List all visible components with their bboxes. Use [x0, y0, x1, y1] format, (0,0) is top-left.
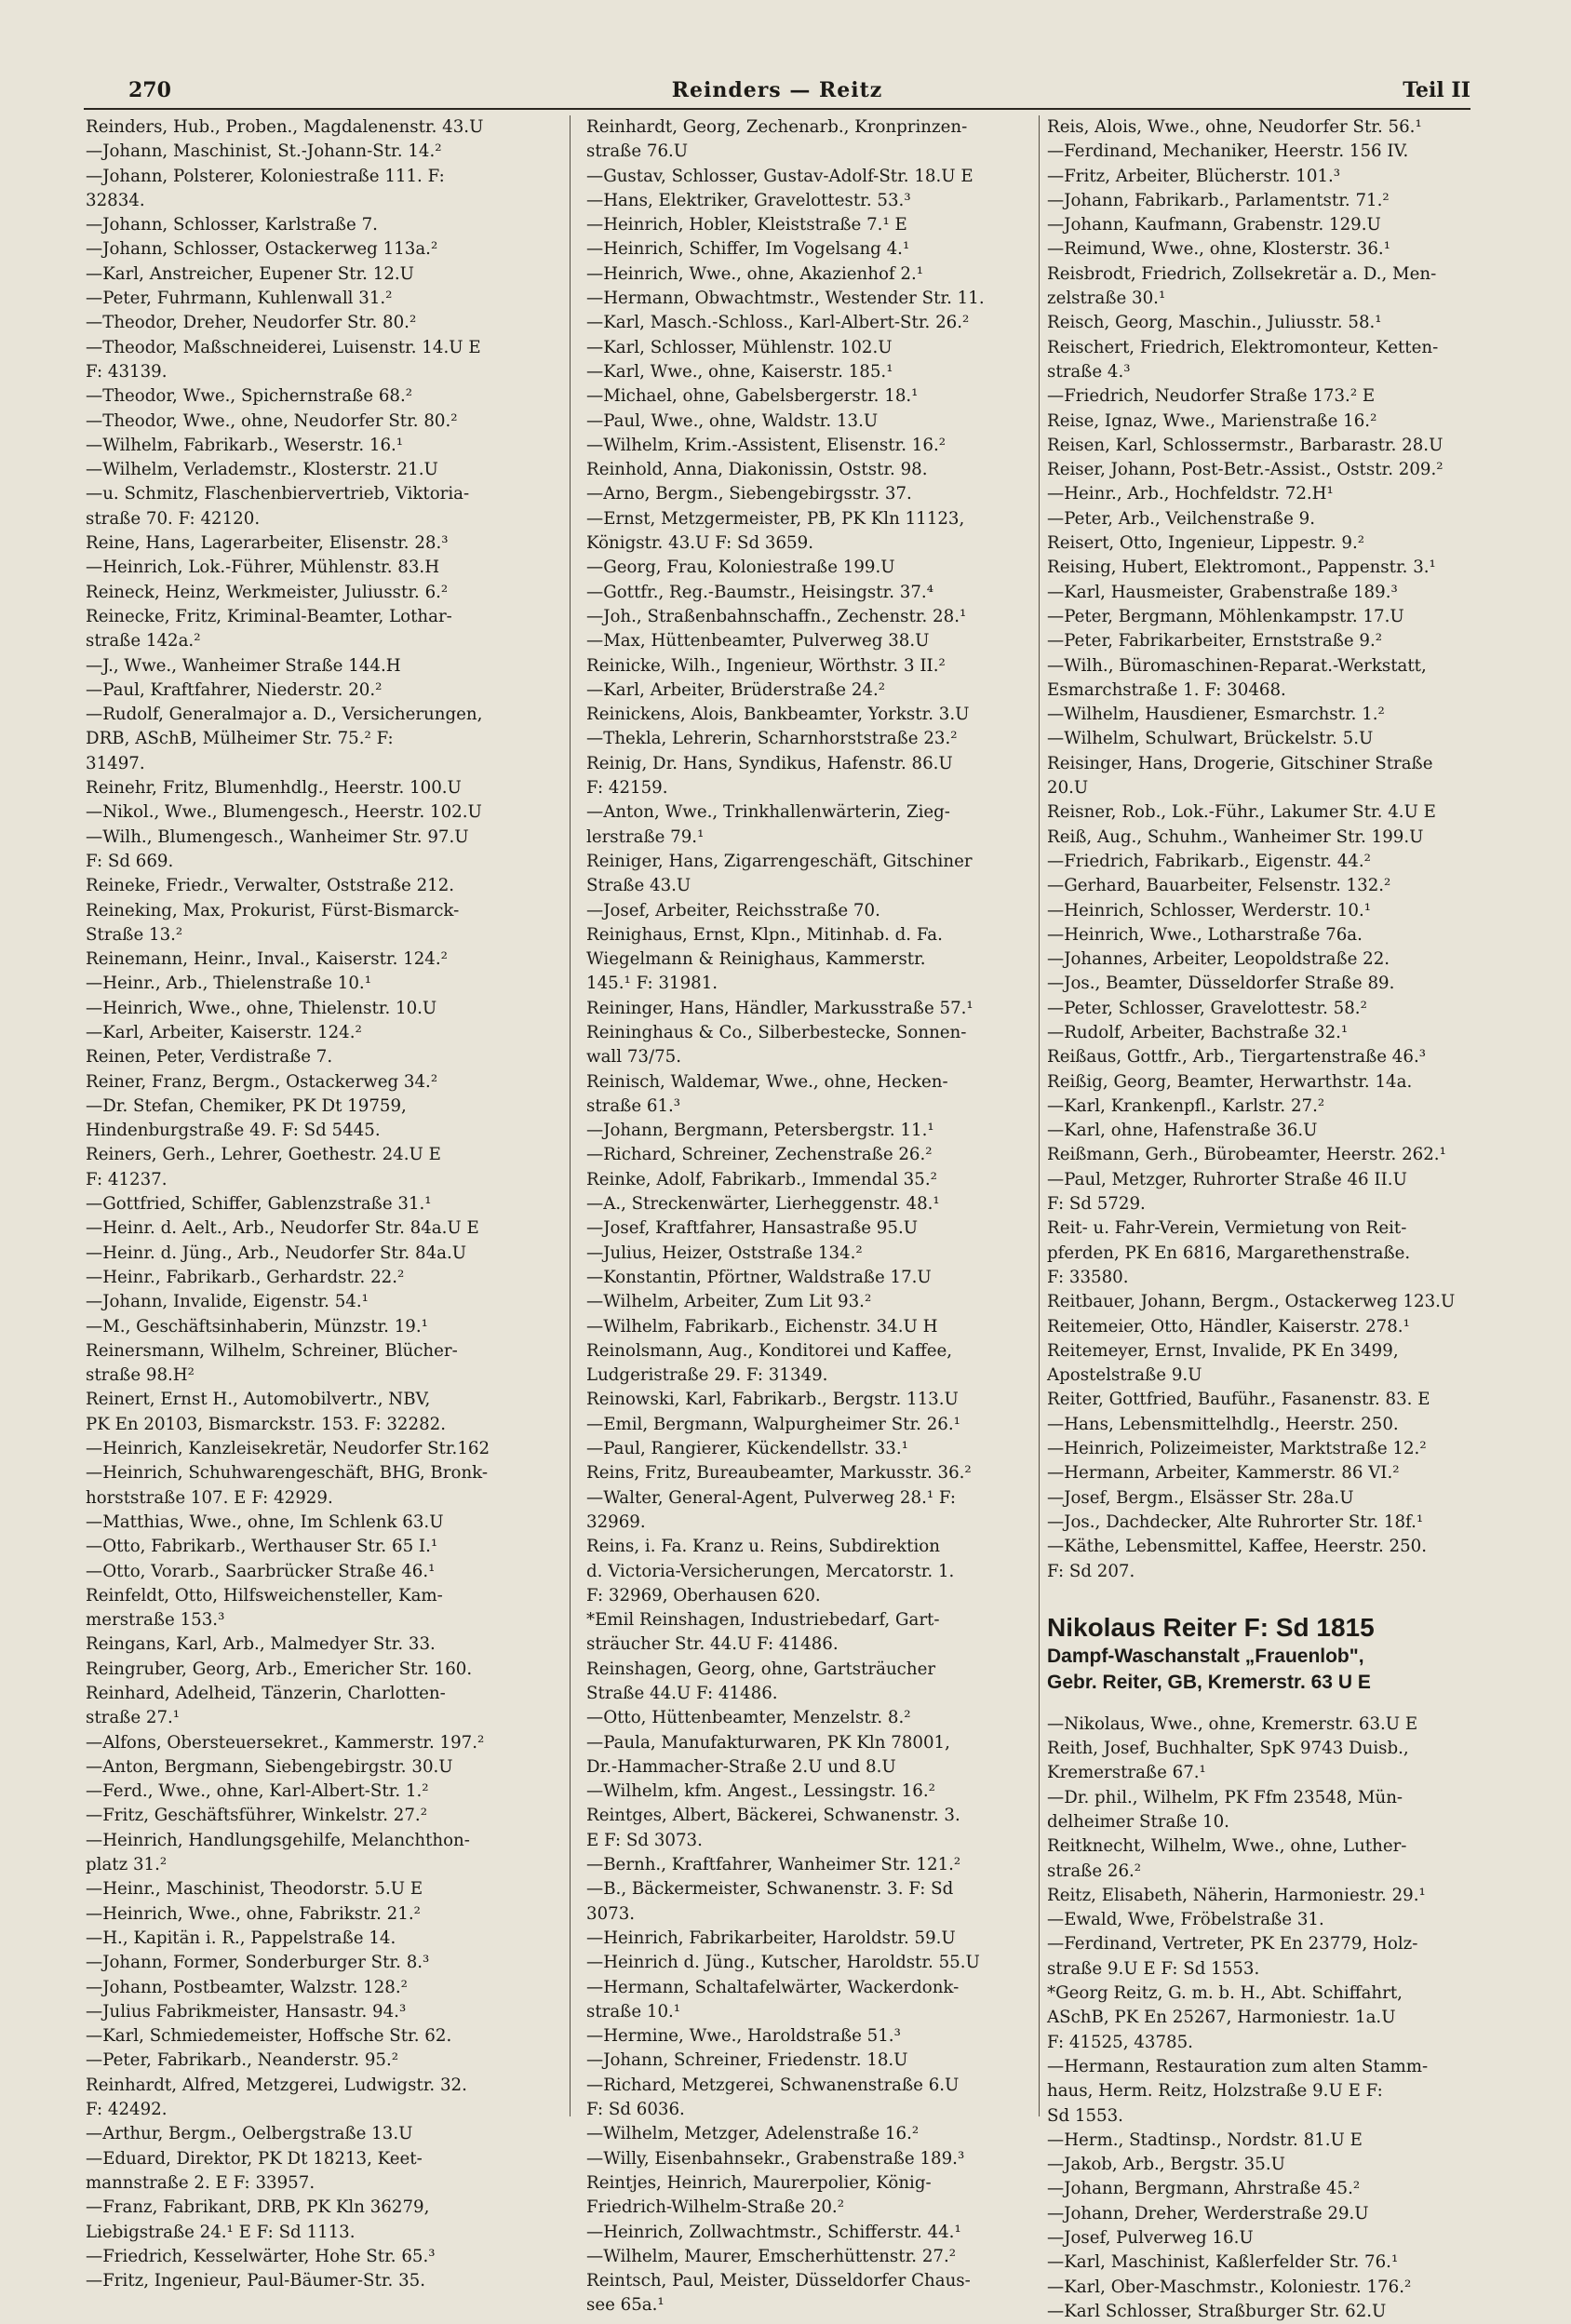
- entry-line: d. Victoria-Versicherungen, Mercatorstr. 1.: [586, 1561, 955, 1581]
- entry-line: —Wilh., Blumengesch., Wanheimer Str. 97.U: [86, 826, 469, 847]
- entry-line: —Johann, Bergmann, Petersbergstr. 11.¹: [586, 1121, 934, 1141]
- entry-line: —Heinr., Fabrikarb., Gerhardstr. 22.²: [86, 1267, 405, 1287]
- entry-line: Reinert, Ernst H., Automobilvertr., NBV,: [86, 1390, 431, 1410]
- entry-line: Straße 44.U F: 41486.: [586, 1684, 778, 1703]
- page-number: 270: [128, 78, 171, 102]
- entry-line: Reins, i. Fa. Kranz u. Reins, Subdirektion: [586, 1537, 940, 1557]
- entry-line: Reineke, Friedr., Verwalter, Oststraße 212.: [86, 876, 455, 896]
- entry-line: Friedrich-Wilhelm-Straße 20.²: [586, 2197, 845, 2218]
- entry-line: —Ferdinand, Vertreter, PK En 23779, Holz-: [1047, 1934, 1418, 1955]
- entry-line: —Ernst, Metzgermeister, PB, PK Kln 11123,: [586, 508, 965, 529]
- entry-line: —Wilhelm, Arbeiter, Zum Lit 93.²: [586, 1292, 872, 1312]
- entry-line: Reinisch, Waldemar, Wwe., ohne, Hecken-: [586, 1071, 948, 1092]
- entry-line: F: 33580.: [1047, 1267, 1129, 1287]
- entry-line: Reisner, Rob., Lok.-Führ., Lakumer Str. 4.U E: [1047, 802, 1436, 823]
- entry-line: Reith, Josef, Buchhalter, SpK 9743 Duisb.,: [1047, 1739, 1409, 1759]
- entry-line: Reinhold, Anna, Diakonissin, Oststr. 98.: [586, 460, 928, 480]
- entry-line: —Heinrich, Zollwachtmstr., Schifferstr. 44.¹: [586, 2222, 961, 2242]
- entry-line: Reineck, Heinz, Werkmeister, Juliusstr. 6.²: [86, 582, 449, 602]
- entry-line: —Karl, Arbeiter, Kaiserstr. 124.²: [86, 1022, 362, 1042]
- entry-line: —Johann, Dreher, Werderstraße 29.U: [1047, 2203, 1369, 2223]
- entry-line: —Rudolf, Arbeiter, Bachstraße 32.¹: [1047, 1022, 1349, 1042]
- entry-line: —Theodor, Wwe., Spichernstraße 68.²: [86, 386, 413, 407]
- entry-line: 32834.: [86, 190, 145, 210]
- entry-line: —Heinr. d. Aelt., Arb., Neudorfer Str. 84a.U E: [86, 1218, 479, 1239]
- column-right-lower: [1047, 1713, 1484, 2324]
- entry-line: F: Sd 6036.: [586, 2100, 685, 2120]
- entry-line: Reißaus, Gottfr., Arb., Tiergartenstraße 46.³: [1047, 1047, 1427, 1068]
- column-right: [1047, 115, 1484, 2321]
- entry-line: wall 73/75.: [586, 1047, 682, 1068]
- entry-line: —Josef, Bergm., Elsässer Str. 28a.U: [1047, 1487, 1354, 1508]
- entry-line: Reis, Alois, Wwe., ohne, Neudorfer Str. 56.¹: [1047, 117, 1422, 137]
- entry-line: —Heinrich, Polizeimeister, Marktstraße 12.²: [1047, 1439, 1427, 1459]
- entry-line: Reiner, Franz, Bergm., Ostackerweg 34.²: [86, 1071, 438, 1092]
- entry-line: F: 41525, 43785.: [1047, 2032, 1193, 2052]
- entry-line: —Wilh., Büromaschinen-Reparat.-Werkstatt,: [1047, 655, 1427, 676]
- entry-line: Reisert, Otto, Ingenieur, Lippestr. 9.²: [1047, 533, 1365, 554]
- entry-line: —Heinrich, Schiffer, Im Vogelsang 4.¹: [586, 239, 910, 260]
- advertisement: [1047, 1612, 1484, 1696]
- entry-line: 20.U: [1047, 778, 1089, 799]
- entry-line: —Heinrich, Schuhwarengeschäft, BHG, Bronk-: [86, 1463, 489, 1484]
- entry-line: —u. Schmitz, Flaschenbiervertrieb, Viktoria-: [86, 484, 470, 504]
- column-divider: [570, 115, 571, 2116]
- entry-line: —Rudolf, Generalmajor a. D., Versicherungen,: [86, 705, 483, 725]
- entry-line: —Heinrich d. Jüng., Kutscher, Haroldstr. 55.U: [586, 1953, 980, 1973]
- page-header: [84, 74, 1470, 110]
- entry-line: Reineking, Max, Prokurist, Fürst-Bismarck-: [86, 900, 460, 920]
- entry-line: —Ferdinand, Mechaniker, Heerstr. 156 IV.: [1047, 141, 1409, 162]
- entry-line: —Reimund, Wwe., ohne, Klosterstr. 36.¹: [1047, 239, 1390, 260]
- entry-line: straße 27.¹: [86, 1708, 181, 1728]
- entry-line: Reinhard, Adelheid, Tänzerin, Charlotten-: [86, 1684, 446, 1703]
- entry-line: —Josef, Arbeiter, Reichsstraße 70.: [586, 900, 880, 920]
- entry-line: —Käthe, Lebensmittel, Kaffee, Heerstr. 250.: [1047, 1537, 1428, 1557]
- column-divider: [1039, 115, 1040, 2116]
- entry-line: —Wilhelm, Krim.-Assistent, Elisenstr. 16.²: [586, 435, 947, 455]
- entry-line: —Heinrich, Wwe., ohne, Thielenstr. 10.U: [86, 998, 437, 1018]
- entry-line: Reinig, Dr. Hans, Syndikus, Hafenstr. 86.U: [586, 753, 953, 773]
- entry-line: Reingans, Karl, Arb., Malmedyer Str. 33.: [86, 1634, 436, 1655]
- entry-line: 31497.: [86, 753, 145, 773]
- entry-line: —Hermine, Wwe., Haroldstraße 51.³: [586, 2026, 901, 2047]
- entry-line: Königstr. 43.U F: Sd 3659.: [586, 533, 813, 554]
- entry-line: —Hermann, Schaltafelwärter, Wackerdonk-: [586, 1977, 960, 1997]
- entry-line: —Wilhelm, Fabrikarb., Eichenstr. 34.U H: [586, 1316, 938, 1337]
- entry-line: Reininghaus & Co., Silberbestecke, Sonnen-: [586, 1022, 967, 1042]
- entry-line: pferden, PK En 6816, Margarethenstraße.: [1047, 1243, 1411, 1263]
- entry-line: —Hermann, Restauration zum alten Stamm-: [1047, 2056, 1429, 2076]
- entry-line: Reißig, Georg, Beamter, Herwarthstr. 14a.: [1047, 1071, 1413, 1092]
- entry-line: 145.¹ F: 31981.: [586, 974, 718, 994]
- entry-line: —Richard, Metzgerei, Schwanenstraße 6.U: [586, 2075, 960, 2095]
- entry-line: —Julius, Heizer, Oststraße 134.²: [586, 1243, 863, 1263]
- entry-line: sträucher Str. 44.U F: 41486.: [586, 1634, 839, 1655]
- entry-line: mannstraße 2. E F: 33957.: [86, 2172, 316, 2193]
- entry-line: Reinehr, Fritz, Blumenhdlg., Heerstr. 100.U: [86, 778, 462, 799]
- entry-line: —Hans, Lebensmittelhdlg., Heerstr. 250.: [1047, 1414, 1399, 1434]
- entry-line: Reitz, Elisabeth, Näherin, Harmoniestr. 29.¹: [1047, 1885, 1426, 1905]
- entry-line: —Fritz, Geschäftsführer, Winkelstr. 27.²: [86, 1806, 428, 1826]
- entry-line: —Nikolaus, Wwe., ohne, Kremerstr. 63.U E: [1047, 1713, 1418, 1734]
- entry-line: Reinders, Hub., Proben., Magdalenenstr. 43.U: [86, 117, 484, 137]
- entry-line: —Otto, Fabrikarb., Werthauser Str. 65 I.¹: [86, 1537, 438, 1557]
- entry-line: —Johann, Schreiner, Friedenstr. 18.U: [586, 2050, 908, 2071]
- entry-line: —Karl, Krankenpfl., Karlstr. 27.²: [1047, 1095, 1325, 1116]
- entry-line: straße 10.¹: [586, 2001, 681, 2022]
- entry-line: —Heinrich, Wwe., ohne, Akazienhof 2.¹: [586, 263, 924, 284]
- entry-line: Reising, Hubert, Elektromont., Pappenstr. 3.¹: [1047, 557, 1436, 578]
- entry-line: —Anton, Bergmann, Siebengebirgstr. 30.U: [86, 1756, 453, 1777]
- entry-line: —Wilhelm, Verlademstr., Klosterstr. 21.U: [86, 460, 438, 480]
- entry-line: —Paul, Rangierer, Kückendellstr. 33.¹: [586, 1439, 908, 1459]
- entry-line: —Bernh., Kraftfahrer, Wanheimer Str. 121.²: [586, 1855, 961, 1875]
- entry-line: Reinhardt, Alfred, Metzgerei, Ludwigstr. 32.: [86, 2075, 467, 2095]
- entry-line: —Heinrich, Lok.-Führer, Mühlenstr. 83.H: [86, 557, 440, 578]
- entry-line: —B., Bäckermeister, Schwanenstr. 3. F: Sd: [586, 1879, 954, 1900]
- column-middle: [586, 115, 1033, 2316]
- entry-line: Reinighaus, Ernst, Klpn., Mitinhab. d. Fa.: [586, 924, 943, 945]
- ad-name: Nikolaus Reiter: [1047, 1612, 1237, 1642]
- entry-line: Reiß, Aug., Schuhm., Wanheimer Str. 199.U: [1047, 826, 1424, 847]
- entry-line: horststraße 107. E F: 42929.: [86, 1487, 333, 1508]
- entry-line: —A., Streckenwärter, Lierheggenstr. 48.¹: [586, 1194, 940, 1215]
- entry-line: —Friedrich, Kesselwärter, Hohe Str. 65.³: [86, 2246, 436, 2266]
- entry-line: *Emil Reinshagen, Industriebedarf, Gart-: [586, 1610, 940, 1631]
- entry-line: Reintges, Albert, Bäckerei, Schwanenstr. 3.: [586, 1806, 960, 1826]
- entry-line: —Willy, Eisenbahnsekr., Grabenstraße 189.³: [586, 2148, 965, 2169]
- entry-line: —Otto, Vorarb., Saarbrücker Straße 46.¹: [86, 1561, 436, 1581]
- entry-line: Dr.-Hammacher-Straße 2.U und 8.U: [586, 1756, 896, 1777]
- entry-line: Reit- u. Fahr-Verein, Vermietung von Reit-: [1047, 1218, 1407, 1239]
- entry-line: —Gottfried, Schiffer, Gablenzstraße 31.¹: [86, 1194, 432, 1215]
- entry-line: —Ewald, Wwe, Fröbelstraße 31.: [1047, 1910, 1324, 1930]
- entry-line: F: Sd 5729.: [1047, 1194, 1146, 1215]
- entry-line: straße 4.³: [1047, 361, 1131, 382]
- entry-line: —Paul, Wwe., ohne, Waldstr. 13.U: [586, 410, 879, 431]
- entry-line: —H., Kapitän i. R., Pappelstraße 14.: [86, 1928, 396, 1948]
- entry-line: —Hermann, Obwachtmstr., Westender Str. 11.: [586, 289, 985, 309]
- entry-line: F: Sd 669.: [86, 851, 174, 871]
- entry-line: Reinowski, Karl, Fabrikarb., Bergstr. 113.U: [586, 1390, 959, 1410]
- entry-line: —Herm., Stadtinsp., Nordstr. 81.U E: [1047, 2129, 1363, 2150]
- entry-line: —Heinrich, Hobler, Kleiststraße 7.¹ E: [586, 215, 907, 235]
- entry-line: F: 41237.: [86, 1169, 168, 1189]
- entry-line: —Konstantin, Pförtner, Waldstraße 17.U: [586, 1267, 932, 1287]
- entry-line: Reitknecht, Wilhelm, Wwe., ohne, Luther-: [1047, 1836, 1407, 1857]
- entry-line: —Thekla, Lehrerin, Scharnhorststraße 23.²: [586, 729, 958, 749]
- entry-line: Hindenburgstraße 49. F: Sd 5445.: [86, 1121, 381, 1141]
- entry-line: 32969.: [586, 1511, 646, 1532]
- entry-line: F: Sd 207.: [1047, 1561, 1135, 1581]
- entry-line: —Heinr., Arb., Hochfeldstr. 72.H¹: [1047, 484, 1334, 504]
- entry-line: Reisen, Karl, Schlossermstr., Barbarastr. 28.U: [1047, 435, 1443, 455]
- entry-line: —Johann, Fabrikarb., Parlamentstr. 71.²: [1047, 190, 1390, 210]
- entry-line: Reisbrodt, Friedrich, Zollsekretär a. D., Men-: [1047, 263, 1437, 284]
- entry-line: —Karl, Schlosser, Mühlenstr. 102.U: [586, 337, 893, 357]
- entry-line: see 65a.¹: [586, 2295, 665, 2316]
- entry-line: Reinfeldt, Otto, Hilfsweichensteller, Kam-: [86, 1585, 443, 1605]
- page-title: Reinders — Reitz: [671, 78, 883, 102]
- entry-line: —Jos., Dachdecker, Alte Ruhrorter Str. 18f.¹: [1047, 1511, 1424, 1532]
- entry-line: —Johann, Bergmann, Ahrstraße 45.²: [1047, 2179, 1361, 2199]
- entry-line: Reininger, Hans, Händler, Markusstraße 57.¹: [586, 998, 973, 1018]
- ad-line-2: Gebr. Reiter, GB, Kremerstr. 63 U E: [1047, 1671, 1371, 1693]
- entry-line: Reinicke, Wilh., Ingenieur, Wörthstr. 3 II.²: [586, 655, 946, 676]
- entry-line: Reinhardt, Georg, Zechenarb., Kronprinzen-: [586, 117, 968, 137]
- entry-line: Reinersmann, Wilhelm, Schreiner, Blücher-: [86, 1340, 458, 1361]
- entry-line: Straße 43.U: [586, 876, 692, 896]
- entry-line: *Georg Reitz, G. m. b. H., Abt. Schiffahrt,: [1047, 1983, 1403, 2004]
- entry-line: Reinolsmann, Aug., Konditorei und Kaffee,: [586, 1340, 953, 1361]
- entry-line: straße 98.H²: [86, 1365, 195, 1386]
- entry-line: Reiniger, Hans, Zigarrengeschäft, Gitschiner: [586, 851, 973, 871]
- entry-line: straße 76.U: [586, 141, 689, 162]
- entry-line: Reiser, Johann, Post-Betr.-Assist., Oststr. 209.²: [1047, 460, 1443, 480]
- entry-line: —Peter, Fabrikarbeiter, Ernststraße 9.²: [1047, 631, 1383, 652]
- entry-line: —Johann, Postbeamter, Walzstr. 128.²: [86, 1977, 408, 1997]
- entry-line: Sd 1553.: [1047, 2105, 1123, 2126]
- entry-line: —Josef, Pulverweg 16.U: [1047, 2228, 1254, 2249]
- entry-line: —Heinr. d. Jüng., Arb., Neudorfer Str. 84a.U: [86, 1243, 467, 1263]
- entry-line: —Johann, Invalide, Eigenstr. 54.¹: [86, 1292, 369, 1312]
- entry-line: Reinickens, Alois, Bankbeamter, Yorkstr. 3.U: [586, 705, 970, 725]
- entry-line: —Friedrich, Fabrikarb., Eigenstr. 44.²: [1047, 851, 1371, 871]
- entry-line: —Theodor, Wwe., ohne, Neudorfer Str. 80.²: [86, 410, 458, 431]
- entry-line: —Nikol., Wwe., Blumengesch., Heerstr. 102.U: [86, 802, 482, 823]
- entry-line: straße 61.³: [586, 1095, 681, 1116]
- entry-line: —Richard, Schreiner, Zechenstraße 26.²: [586, 1145, 933, 1165]
- entry-line: F: 43139.: [86, 361, 168, 382]
- entry-line: —Karl, Anstreicher, Eupener Str. 12.U: [86, 263, 415, 284]
- entry-line: —Heinrich, Wwe., Lotharstraße 76a.: [1047, 924, 1363, 945]
- entry-line: Reiners, Gerh., Lehrer, Goethestr. 24.U E: [86, 1145, 441, 1165]
- entry-line: —Theodor, Dreher, Neudorfer Str. 80.²: [86, 313, 417, 333]
- entry-line: —Johann, Schlosser, Ostackerweg 113a.²: [86, 239, 438, 260]
- entry-line: —Jos., Beamter, Düsseldorfer Straße 89.: [1047, 974, 1395, 994]
- entry-line: Reins, Fritz, Bureaubeamter, Markusstr. 36.²: [586, 1463, 972, 1484]
- entry-line: Reitemeier, Otto, Händler, Kaiserstr. 278.¹: [1047, 1316, 1410, 1337]
- entry-line: —M., Geschäftsinhaberin, Münzstr. 19.¹: [86, 1316, 428, 1337]
- entry-line: —Friedrich, Neudorfer Straße 173.² E: [1047, 386, 1376, 407]
- entry-line: —Eduard, Direktor, PK Dt 18213, Keet-: [86, 2148, 423, 2169]
- entry-line: —Wilhelm, Fabrikarb., Weserstr. 16.¹: [86, 435, 404, 455]
- entry-line: —Johann, Kaufmann, Grabenstr. 129.U: [1047, 215, 1381, 235]
- entry-line: —Johannes, Arbeiter, Leopoldstraße 22.: [1047, 949, 1390, 970]
- entry-line: —Gustav, Schlosser, Gustav-Adolf-Str. 18.U E: [586, 166, 973, 186]
- entry-line: —Franz, Fabrikant, DRB, PK Kln 36279,: [86, 2197, 430, 2218]
- entry-line: merstraße 153.³: [86, 1610, 225, 1631]
- entry-line: —Peter, Arb., Veilchenstraße 9.: [1047, 508, 1315, 529]
- entry-line: —Dr. Stefan, Chemiker, PK Dt 19759,: [86, 1095, 407, 1116]
- entry-line: delheimer Straße 10.: [1047, 1812, 1229, 1832]
- entry-line: —Johann, Former, Sonderburger Str. 8.³: [86, 1953, 430, 1973]
- entry-line: —Hermann, Arbeiter, Kammerstr. 86 VI.²: [1047, 1463, 1400, 1484]
- entry-line: —Max, Hüttenbeamter, Pulverweg 38.U: [586, 631, 930, 652]
- entry-line: —J., Wwe., Wanheimer Straße 144.H: [86, 655, 401, 676]
- entry-line: —Josef, Kraftfahrer, Hansastraße 95.U: [586, 1218, 919, 1239]
- entry-line: —Gottfr., Reg.-Baumstr., Heisingstr. 37.⁴: [586, 582, 933, 602]
- entry-line: DRB, ASchB, Mülheimer Str. 75.² F:: [86, 729, 394, 749]
- entry-line: —Heinr., Arb., Thielenstraße 10.¹: [86, 974, 372, 994]
- entry-line: —Heinr., Maschinist, Theodorstr. 5.U E: [86, 1879, 423, 1900]
- entry-line: —Wilhelm, Maurer, Emscherhüttenstr. 27.²: [586, 2246, 957, 2266]
- entry-line: —Paul, Metzger, Ruhrorter Straße 46 II.U: [1047, 1169, 1407, 1189]
- entry-line: straße 9.U E F: Sd 1553.: [1047, 1958, 1260, 1979]
- entry-line: Kremerstraße 67.¹: [1047, 1763, 1206, 1783]
- entry-line: Reise, Ignaz, Wwe., Marienstraße 16.²: [1047, 410, 1377, 431]
- ad-phone: F: Sd 1815: [1243, 1612, 1375, 1642]
- entry-line: —Arno, Bergm., Siebengebirgsstr. 37.: [586, 484, 912, 504]
- entry-line: Straße 13.²: [86, 924, 183, 945]
- entry-line: —Wilhelm, Metzger, Adelenstraße 16.²: [586, 2124, 920, 2144]
- entry-line: —Peter, Fuhrmann, Kuhlenwall 31.²: [86, 289, 393, 309]
- entry-line: Reintsch, Paul, Meister, Düsseldorfer Chaus-: [586, 2271, 971, 2291]
- entry-line: —Jakob, Arb., Bergstr. 35.U: [1047, 2155, 1285, 2175]
- entry-line: —Karl, Schmiedemeister, Hoffsche Str. 62.: [86, 2026, 452, 2047]
- entry-line: Reinecke, Fritz, Kriminal-Beamter, Lothar-: [86, 606, 452, 626]
- entry-line: —Alfons, Obersteuersekret., Kammerstr. 197.²: [86, 1732, 485, 1753]
- entry-line: F: 32969, Oberhausen 620.: [586, 1585, 821, 1605]
- entry-line: —Wilhelm, Hausdiener, Esmarchstr. 1.²: [1047, 705, 1385, 725]
- entry-line: —Karl, Ober-Maschmstr., Koloniestr. 176.²: [1047, 2277, 1412, 2297]
- entry-line: Reitbauer, Johann, Bergm., Ostackerweg 123.U: [1047, 1292, 1456, 1312]
- entry-line: —Hans, Elektriker, Gravelottestr. 53.³: [586, 190, 911, 210]
- entry-line: —Peter, Bergmann, Möhlenkampstr. 17.U: [1047, 606, 1404, 626]
- entry-line: —Wilhelm, Schulwart, Brückelstr. 5.U: [1047, 729, 1374, 749]
- entry-line: straße 142a.²: [86, 631, 201, 652]
- entry-line: —Gerhard, Bauarbeiter, Felsenstr. 132.²: [1047, 876, 1391, 896]
- entry-line: Reinke, Adolf, Fabrikarb., Immendal 35.²: [586, 1169, 937, 1189]
- entry-line: —Michael, ohne, Gabelsbergerstr. 18.¹: [586, 386, 919, 407]
- entry-line: —Karl Schlosser, Straßburger Str. 62.U: [1047, 2301, 1387, 2321]
- entry-line: —Karl, Maschinist, Kaßlerfelder Str. 76.¹: [1047, 2252, 1399, 2273]
- entry-line: straße 70. F: 42120.: [86, 508, 261, 529]
- entry-line: Liebigstraße 24.¹ E F: Sd 1113.: [86, 2222, 356, 2242]
- entry-line: Reißmann, Gerh., Bürobeamter, Heerstr. 262.¹: [1047, 1145, 1446, 1165]
- entry-line: Reisinger, Hans, Drogerie, Gitschiner Straße: [1047, 753, 1433, 773]
- entry-line: Reine, Hans, Lagerarbeiter, Elisenstr. 28.³: [86, 533, 449, 554]
- column-right-upper: [1047, 115, 1484, 1584]
- entry-line: platz 31.²: [86, 1855, 168, 1875]
- entry-line: —Heinrich, Schlosser, Werderstr. 10.¹: [1047, 900, 1372, 920]
- ad-line-1: Dampf-Waschanstalt „Frauenlob",: [1047, 1645, 1364, 1667]
- entry-line: straße 26.²: [1047, 1861, 1142, 1881]
- column-left: [86, 115, 549, 2291]
- entry-line: Wiegelmann & Reinighaus, Kammerstr.: [586, 949, 926, 970]
- entry-line: Reinshagen, Georg, ohne, Gartsträucher: [586, 1659, 936, 1679]
- entry-line: E F: Sd 3073.: [586, 1830, 703, 1850]
- entry-line: —Walter, General-Agent, Pulverweg 28.¹ F:: [586, 1487, 957, 1508]
- entry-line: 3073.: [586, 1903, 636, 1924]
- entry-line: Reiter, Gottfried, Bauführ., Fasanenstr. 83. E: [1047, 1390, 1430, 1410]
- entry-line: —Karl, Wwe., ohne, Kaiserstr. 185.¹: [586, 361, 893, 382]
- entry-line: Reintjes, Heinrich, Maurerpolier, König-: [586, 2172, 932, 2193]
- entry-line: —Wilhelm, kfm. Angest., Lessingstr. 16.²: [586, 1781, 935, 1802]
- entry-line: —Ferd., Wwe., ohne, Karl-Albert-Str. 1.²: [86, 1781, 429, 1802]
- entry-line: —Joh., Straßenbahnschaffn., Zechenstr. 28.¹: [586, 606, 967, 626]
- entry-line: —Peter, Fabrikarb., Neanderstr. 95.²: [86, 2050, 399, 2071]
- entry-line: F: 42492.: [86, 2100, 168, 2120]
- entry-line: —Georg, Frau, Koloniestraße 199.U: [586, 557, 895, 578]
- ad-title-line: [1047, 1612, 1484, 1644]
- entry-line: Esmarchstraße 1. F: 30468.: [1047, 679, 1286, 700]
- entry-line: Reingruber, Georg, Arb., Emericher Str. 160.: [86, 1659, 473, 1679]
- entry-line: —Johann, Schlosser, Karlstraße 7.: [86, 215, 378, 235]
- entry-line: Reisch, Georg, Maschin., Juliusstr. 58.¹: [1047, 313, 1382, 333]
- entry-line: —Karl, Masch.-Schloss., Karl-Albert-Str. 26.²: [586, 313, 970, 333]
- entry-line: PK En 20103, Bismarckstr. 153. F: 32282.: [86, 1414, 446, 1434]
- entry-line: —Heinrich, Wwe., ohne, Fabrikstr. 21.²: [86, 1903, 421, 1924]
- entry-line: F: 42159.: [586, 778, 668, 799]
- entry-line: —Karl, Hausmeister, Grabenstraße 189.³: [1047, 582, 1398, 602]
- entry-line: —Fritz, Arbeiter, Blücherstr. 101.³: [1047, 166, 1341, 186]
- entry-line: —Anton, Wwe., Trinkhallenwärterin, Zieg-: [586, 802, 950, 823]
- entry-line: —Fritz, Ingenieur, Paul-Bäumer-Str. 35.: [86, 2271, 425, 2291]
- entry-line: —Dr. phil., Wilhelm, PK Ffm 23548, Mün-: [1047, 1787, 1403, 1807]
- entry-line: ASchB, PK En 25267, Harmoniestr. 1a.U: [1047, 2008, 1396, 2028]
- entry-line: —Theodor, Maßschneiderei, Luisenstr. 14.U E: [86, 337, 481, 357]
- entry-line: —Heinrich, Handlungsgehilfe, Melanchthon-: [86, 1830, 470, 1850]
- part-label: Teil II: [1403, 78, 1470, 102]
- entry-line: —Matthias, Wwe., ohne, Im Schlenk 63.U: [86, 1511, 444, 1532]
- entry-line: —Peter, Schlosser, Gravelottestr. 58.²: [1047, 998, 1367, 1018]
- entry-line: —Arthur, Bergm., Oelbergstraße 13.U: [86, 2124, 413, 2144]
- entry-line: —Karl, Arbeiter, Brüderstraße 24.²: [586, 679, 886, 700]
- entry-line: —Heinrich, Kanzleisekretär, Neudorfer Str.162: [86, 1439, 490, 1459]
- entry-line: Reinen, Peter, Verdistraße 7.: [86, 1047, 333, 1068]
- entry-line: —Johann, Maschinist, St.-Johann-Str. 14.²: [86, 141, 442, 162]
- entry-line: —Julius Fabrikmeister, Hansastr. 94.³: [86, 2001, 407, 2022]
- entry-line: —Otto, Hüttenbeamter, Menzelstr. 8.²: [586, 1708, 911, 1728]
- entry-line: Apostelstraße 9.U: [1047, 1365, 1202, 1386]
- entry-line: —Johann, Polsterer, Koloniestraße 111. F:: [86, 166, 445, 186]
- entry-line: Reitemeyer, Ernst, Invalide, PK En 3499,: [1047, 1340, 1399, 1361]
- entry-line: Reischert, Friedrich, Elektromonteur, Ketten-: [1047, 337, 1439, 357]
- entry-line: —Emil, Bergmann, Walpurgheimer Str. 26.¹: [586, 1414, 960, 1434]
- entry-line: Ludgeristraße 29. F: 31349.: [586, 1365, 828, 1386]
- entry-line: Reinemann, Heinr., Inval., Kaiserstr. 124.²: [86, 949, 448, 970]
- entry-line: lerstraße 79.¹: [586, 826, 705, 847]
- entry-line: —Heinrich, Fabrikarbeiter, Haroldstr. 59.U: [586, 1928, 956, 1948]
- entry-line: —Paul, Kraftfahrer, Niederstr. 20.²: [86, 679, 383, 700]
- entry-line: haus, Herm. Reitz, Holzstraße 9.U E F:: [1047, 2081, 1383, 2102]
- entry-line: —Karl, ohne, Hafenstraße 36.U: [1047, 1121, 1318, 1141]
- entry-line: zelstraße 30.¹: [1047, 289, 1166, 309]
- entry-line: —Paula, Manufakturwaren, PK Kln 78001,: [586, 1732, 950, 1753]
